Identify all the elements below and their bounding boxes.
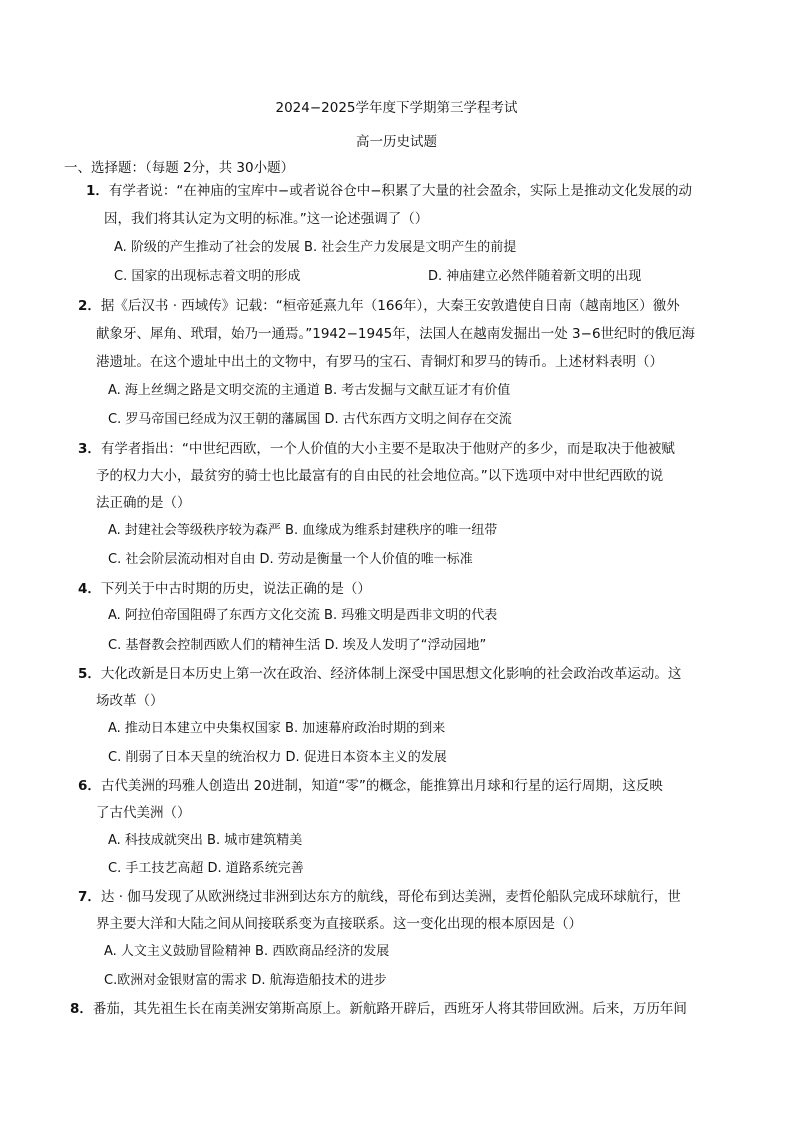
question-text: 港遗址。在这个遗址中出土的文物中，有罗马的宝石、青铜灯和罗马的铸币。上述材料表明（） [96,354,663,370]
question-3 [78,440,675,458]
option-line: C.欧洲对金银财富的需求 D. 航海造船技术的进步 [104,973,387,988]
option-line: C. 社会阶层流动相对自由 D. 劳动是衡量一个人价值的唯一标准 [108,552,473,567]
question-6 [78,777,663,795]
question-text: 据《后汉书 · 西域传》记载：“桓帝延熹九年（166年），大秦王安敦遣使自日南（越南地区）徼外 [100,298,680,314]
section-heading: 一、选择题：（每题 2分，共 30小题） [64,160,295,176]
option-line: A. 科技成就突出 B. 城市建筑精美 [108,833,303,848]
option-line: A. 阿拉伯帝国阻碍了东西方文化交流 B. 玛雅文明是西非文明的代表 [108,608,498,623]
option-line: C. 罗马帝国已经成为汉王朝的藩属国 D. 古代东西方文明之间存在交流 [108,412,512,427]
question-text: 法正确的是（） [96,495,191,511]
option-line: A. 封建社会等级秩序较为森严 B. 血缘成为维系封建秩序的唯一纽带 [108,523,498,538]
question-number: 4． [78,581,101,597]
question-text: 番茄，其先祖生长在南美洲安第斯高原上。新航路开辟后，西班牙人将其带回欧洲。后来，万历年间 [92,1001,687,1017]
question-number: 1． [86,183,109,199]
question-number: 3． [78,441,101,457]
question-4 [78,580,371,598]
option-line: C. 手工技艺高超 D. 道路系统完善 [108,861,304,876]
exam-subtitle: 高一历史试题 [356,134,437,150]
option-line: C. 削弱了日本天皇的统治权力 D. 促进日本资本主义的发展 [108,750,447,765]
question-text: 予的权力大小，最贫穷的骑士也比最富有的自由民的社会地位高。”以下选项中对中世纪西欧的说 [96,468,664,484]
question-number: 6． [78,778,101,794]
question-text: 因，我们将其认定为文明的标准。”这一论述强调了（） [104,211,429,227]
question-1 [86,182,692,200]
question-text: 有学者指出：“中世纪西欧，一个人价值的大小主要不是取决于他财产的多少，而是取决于他被赋 [100,441,675,457]
question-text: 献象牙、犀角、玳瑁，始乃一通焉。”1942−1945年，法国人在越南发掘出一处 3−6世纪时的俄厄海 [96,326,696,342]
question-text: 古代美洲的玛雅人创造出 20进制，知道“零”的概念，能推算出月球和行星的运行周期，这反映 [100,778,663,794]
question-5 [78,665,681,683]
question-text: 有学者说：“在神庙的宝库中−或者说谷仓中−积累了大量的社会盈余，实际上是推动文化发展的动 [108,183,693,199]
exam-title: 2024−2025学年度下学期第三学程考试 [275,100,518,116]
question-text: 下列关于中古时期的历史，说法正确的是（） [100,581,371,597]
option-line: D. 神庙建立必然伴随着新文明的出现 [428,269,642,284]
question-number: 2． [78,298,101,314]
option-line: C. 国家的出现标志着文明的形成 [114,269,301,284]
question-8 [70,1000,687,1018]
question-text: 大化改新是日本历史上第一次在政治、经济体制上深受中国思想文化影响的社会政治改革运动。这 [100,666,682,682]
option-line: A. 海上丝绸之路是文明交流的主通道 B. 考古发掘与文献互证才有价值 [108,383,511,398]
option-line: A. 阶级的产生推动了社会的发展 B. 社会生产力发展是文明产生的前提 [114,240,517,255]
question-number: 7． [78,889,101,905]
question-7 [78,888,681,906]
option-line: A. 人文主义鼓励冒险精神 B. 西欧商品经济的发展 [104,944,390,959]
question-number: 8． [70,1001,93,1017]
question-text: 达 · 伽马发现了从欧洲绕过非洲到达东方的航线，哥伦布到达美洲，麦哲伦船队完成环球航行，世 [100,889,681,905]
option-line: C. 基督教会控制西欧人们的精神生活 D. 埃及人发明了“浮动园地” [108,638,487,653]
question-text: 界主要大洋和大陆之间从间接联系变为直接联系。这一变化出现的根本原因是（） [96,916,582,932]
question-text: 了古代美洲（） [96,805,191,821]
option-line: A. 推动日本建立中央集权国家 B. 加速幕府政治时期的到来 [108,721,446,736]
question-2 [78,297,680,315]
question-number: 5． [78,666,101,682]
question-text: 场改革（） [96,693,164,709]
